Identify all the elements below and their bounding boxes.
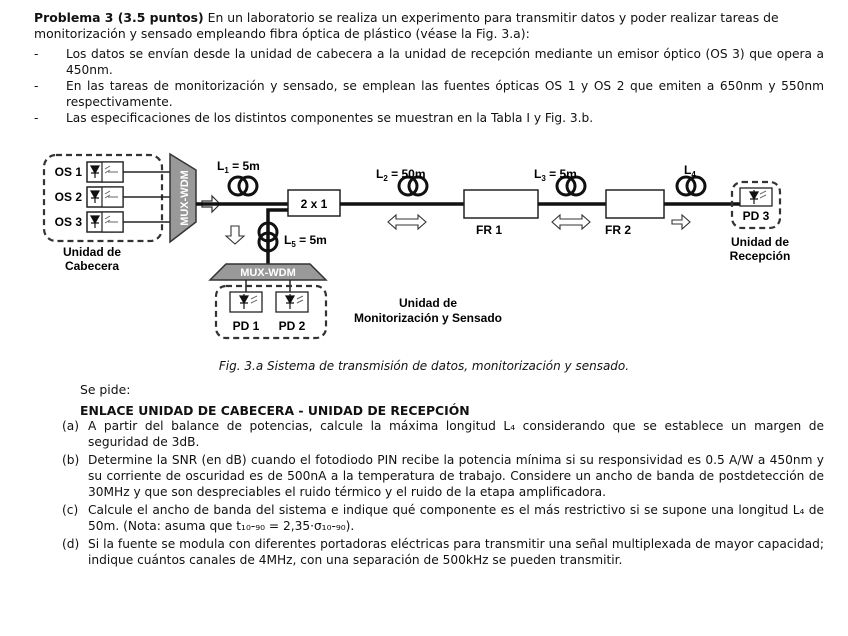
question-item xyxy=(62,452,824,500)
l1-label: $L_1 = 5m$ xyxy=(217,159,260,175)
arrow-right-icon xyxy=(672,215,690,229)
pd3-detector-icon xyxy=(740,188,772,206)
bullet-text: Las especificaciones de los distintos componentes se muestran en la Tabla I y Fig. 3.b. xyxy=(66,111,594,125)
bullet-dash: - xyxy=(34,79,39,93)
recepcion-label-line2: Recepción xyxy=(729,249,791,263)
pd3-label: PD 3 xyxy=(742,209,770,223)
l5-label: $L_5 = 5m$ xyxy=(284,233,327,249)
pd2-label: PD 2 xyxy=(278,319,306,333)
os1-source-icon xyxy=(87,162,123,182)
question-label: (a) xyxy=(62,419,79,433)
question-label: (c) xyxy=(62,503,79,517)
fr1-label: FR 1 xyxy=(475,223,503,237)
l3-label: $L_3 = 5m$ xyxy=(534,167,577,183)
spec-bullet-list xyxy=(34,46,824,126)
question-text: Si la fuente se modula con diferentes portadoras eléctricas para transmitir una señal multiplexada de mayor capacidad; indique cuántos canales de 4MHz, con una separación de 500kHz se pueden transmitir. xyxy=(88,537,824,567)
bullet-text: En las tareas de monitorización y sensado, se emplean las fuentes ópticas OS 1 y OS 2 que emiten a 650nm y 550nm respectivamente. xyxy=(66,79,824,109)
bidirectional-arrow-icon xyxy=(388,215,426,229)
coupler-label: 2 x 1 xyxy=(300,197,328,211)
bullet-dash: - xyxy=(34,111,39,125)
question-text: A partir del balance de potencias, calcule la máxima longitud L₄ considerando que se establece un margen de seguridad de 3dB. xyxy=(88,419,824,449)
fiber-coil-l4-icon xyxy=(677,177,705,195)
bullet-item xyxy=(34,78,824,110)
l2-label: $L_2 = 50m$ xyxy=(376,167,426,183)
fiber-coil-l1-icon xyxy=(229,177,257,195)
question-list xyxy=(62,418,824,570)
monitorizacion-label-line1: Unidad de xyxy=(398,296,458,310)
os2-source-icon xyxy=(87,187,123,207)
mux-wdm-horizontal-label: MUX-WDM xyxy=(240,267,296,279)
os1-label: OS 1 xyxy=(54,165,82,179)
bullet-item xyxy=(34,46,824,78)
fr2-box xyxy=(606,190,664,218)
cabecera-label-line2: Cabecera xyxy=(64,259,120,273)
problem-intro xyxy=(34,10,824,42)
fr2-label: FR 2 xyxy=(604,223,632,237)
question-label: (b) xyxy=(62,453,80,467)
os2-label: OS 2 xyxy=(54,190,82,204)
bullet-dash: - xyxy=(34,47,39,61)
pd1-label: PD 1 xyxy=(232,319,260,333)
question-item xyxy=(62,502,824,534)
monitorizacion-label-line2: Monitorización y Sensado xyxy=(353,311,503,325)
problem-heading: Problema 3 (3.5 puntos) xyxy=(34,10,204,25)
arrow-down-icon xyxy=(226,226,244,244)
fr1-box xyxy=(464,190,538,218)
bidirectional-arrow-icon xyxy=(552,215,590,229)
pd2-detector-icon xyxy=(276,292,308,312)
question-item xyxy=(62,536,824,568)
cabecera-label-line1: Unidad de xyxy=(62,245,122,259)
mux-wdm-vertical-label: MUX-WDM xyxy=(179,170,191,226)
bullet-text: Los datos se envían desde la unidad de cabecera a la unidad de recepción mediante un emisor óptico (OS 3) que opera a 450nm. xyxy=(66,47,824,77)
system-diagram xyxy=(40,152,820,354)
os3-source-icon xyxy=(87,212,123,232)
figure-caption: Fig. 3.a Sistema de transmisión de datos, monitorización y sensado. xyxy=(218,359,630,373)
pd1-detector-icon xyxy=(230,292,262,312)
question-item xyxy=(62,418,824,450)
question-text: Calcule el ancho de banda del sistema e indique qué componente es el más restrictivo si se supone una longitud L₄ de 50m. (Nota: asuma que t₁₀‑₉₀ = 2,35·σ₁₀‑₉₀). xyxy=(88,503,824,533)
question-label: (d) xyxy=(62,537,80,551)
se-pide-label: Se pide: xyxy=(80,382,131,397)
l4-label: $L_4$ xyxy=(684,163,696,179)
recepcion-label-line1: Unidad de xyxy=(730,235,790,249)
section-title: ENLACE UNIDAD DE CABECERA - UNIDAD DE RECEPCIÓN xyxy=(80,403,470,418)
question-text: Determine la SNR (en dB) cuando el fotodiodo PIN recibe la potencia mínima si su responsividad es 0.5 A/W a 450nm y su corriente de oscuridad es de 500nA a la temperatura de trabajo. Considere un ancho de banda de postdetección de 30MHz y que son despreciables el ruido térmico y el ruido de la etapa amplificadora. xyxy=(88,453,824,499)
os3-label: OS 3 xyxy=(54,215,82,229)
problem-intro-text: En un laboratorio se realiza un experimento para transmitir datos y poder realizar tareas de monitorización y sensado empleando fibra óptica de plástico (véase la Fig. 3.a): xyxy=(34,10,779,41)
bullet-item xyxy=(34,110,824,126)
